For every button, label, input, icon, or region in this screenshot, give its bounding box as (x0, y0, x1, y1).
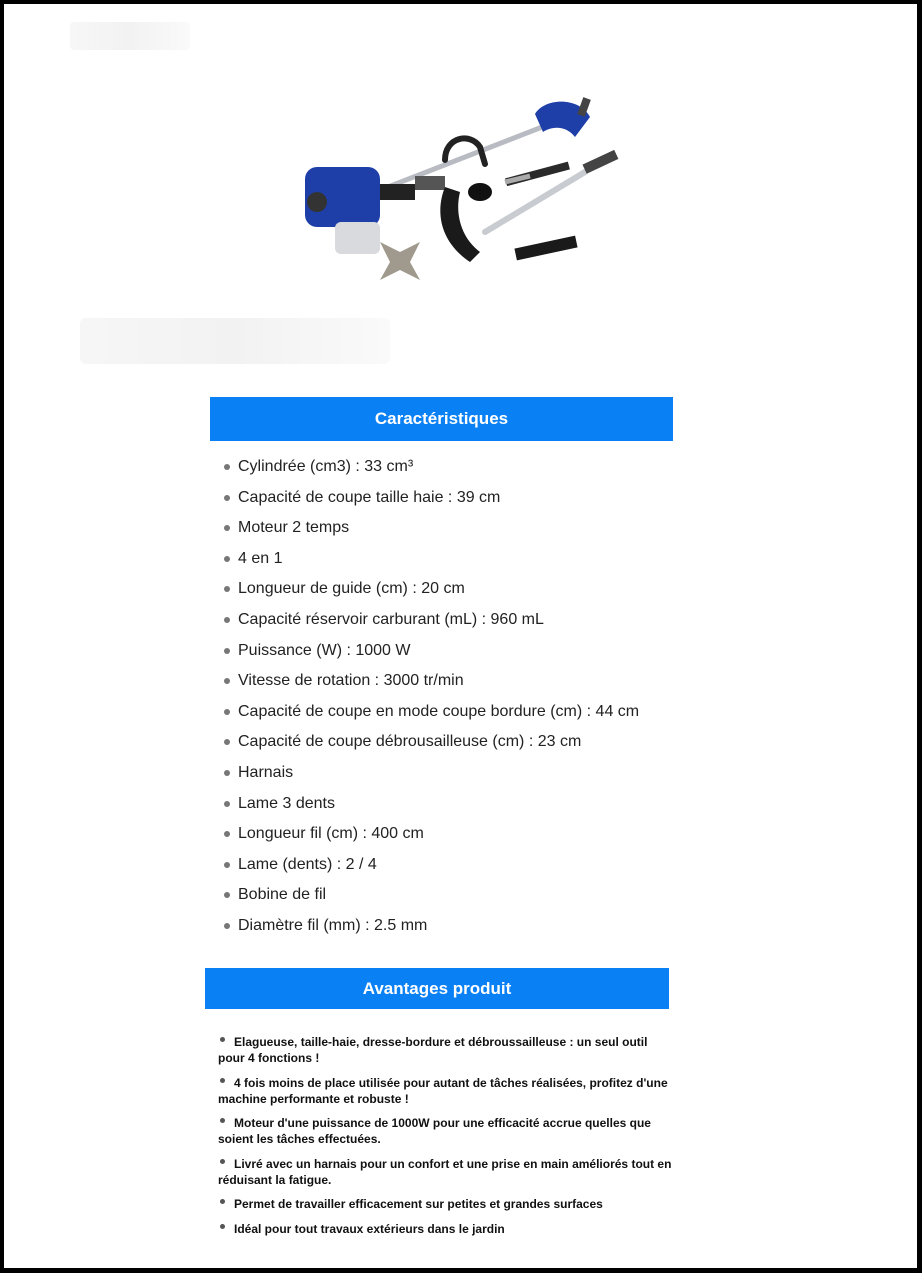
advantage-text: Idéal pour tout travaux extérieurs dans le jardin (234, 1221, 505, 1236)
list-item (218, 1034, 674, 1066)
list-item: Moteur 2 temps (218, 515, 688, 546)
list-item: Lame 3 dents (218, 791, 688, 822)
bullet-icon (220, 1224, 225, 1229)
bullet-icon (220, 1037, 225, 1042)
list-item: Capacité réservoir carburant (mL) : 960 mL (218, 607, 688, 638)
list-item: Lame (dents) : 2 / 4 (218, 852, 688, 883)
advantages-title: Avantages produit (362, 978, 512, 998)
list-item (218, 1075, 674, 1107)
features-header (210, 397, 673, 441)
list-item: Harnais (218, 760, 688, 791)
list-item (218, 1156, 674, 1188)
bullet-icon (220, 1078, 225, 1083)
list-item: Capacité de coupe taille haie : 39 cm (218, 485, 688, 516)
product-image-multitool (295, 92, 635, 292)
list-item: Longueur de guide (cm) : 20 cm (218, 576, 688, 607)
bullet-icon (220, 1199, 225, 1204)
list-item: Bobine de fil (218, 882, 688, 913)
faded-logo (70, 22, 190, 50)
features-list (218, 454, 688, 944)
advantage-text: Permet de travailler efficacement sur petites et grandes surfaces (234, 1197, 603, 1211)
advantages-list (218, 1034, 674, 1245)
advantage-text: 4 fois moins de place utilisée pour autant de tâches réalisées, profitez d'une machine performante et robuste ! (218, 1075, 668, 1106)
advantages-header (205, 968, 669, 1009)
faded-title (80, 318, 390, 364)
bullet-icon (220, 1159, 225, 1164)
list-item: Vitesse de rotation : 3000 tr/min (218, 668, 688, 699)
list-item (218, 1221, 674, 1237)
features-title: Caractéristiques (374, 409, 509, 428)
list-item (218, 1115, 674, 1147)
advantage-text: Elagueuse, taille-haie, dresse-bordure et débroussailleuse : un seul outil pour 4 fonctions ! (218, 1035, 648, 1065)
list-item (218, 1196, 674, 1212)
list-item: Cylindrée (cm3) : 33 cm³ (218, 454, 688, 485)
list-item: Puissance (W) : 1000 W (218, 638, 688, 669)
list-item: Diamètre fil (mm) : 2.5 mm (218, 913, 688, 944)
advantage-text: Moteur d'une puissance de 1000W pour une efficacité accrue quelles que soient les tâches effectuées. (218, 1116, 651, 1146)
bullet-icon (220, 1118, 225, 1123)
advantage-text: Livré avec un harnais pour un confort et une prise en main améliorés tout en réduisant la fatigue. (218, 1156, 672, 1187)
list-item: 4 en 1 (218, 546, 688, 577)
list-item: Capacité de coupe en mode coupe bordure (cm) : 44 cm (218, 699, 688, 730)
list-item: Longueur fil (cm) : 400 cm (218, 821, 688, 852)
list-item: Capacité de coupe débrousailleuse (cm) : 23 cm (218, 729, 688, 760)
